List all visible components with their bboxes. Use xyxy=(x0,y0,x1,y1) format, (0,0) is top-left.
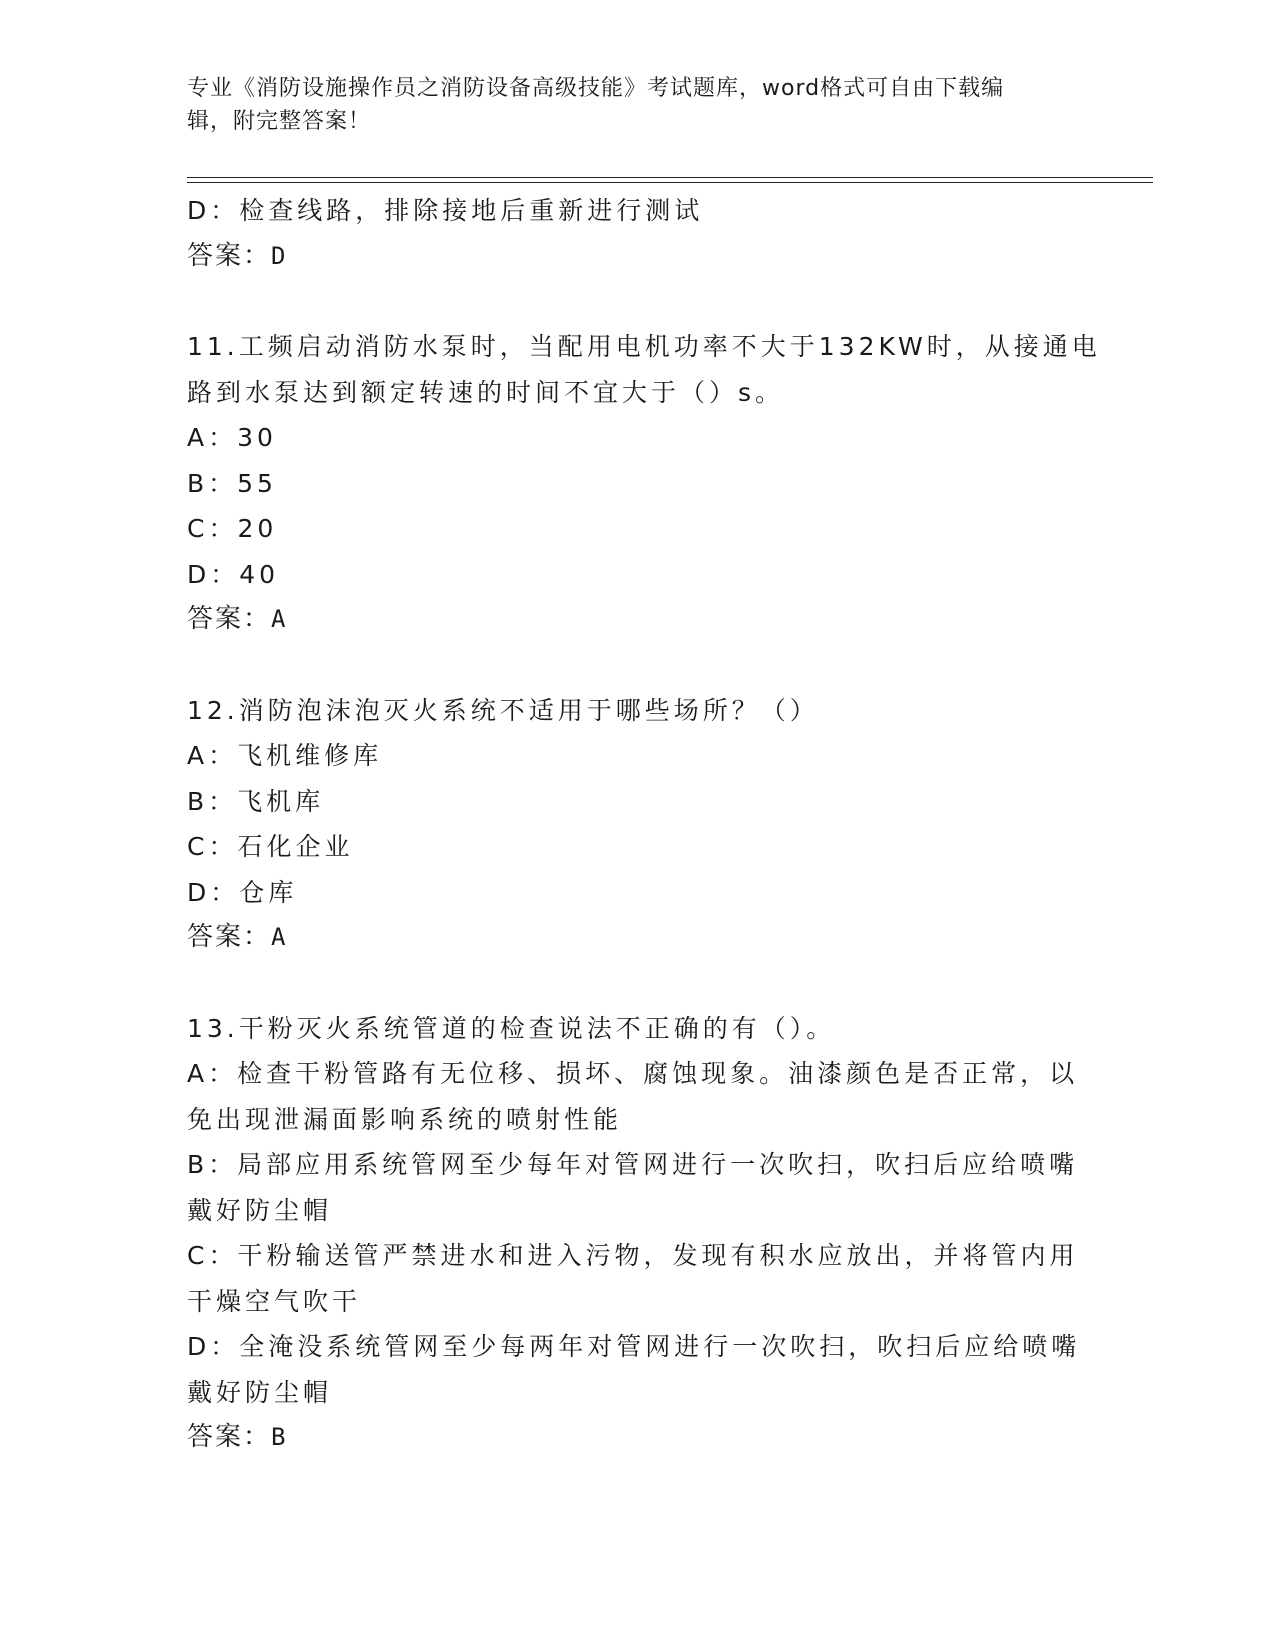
answer-line xyxy=(187,234,1087,280)
option-d-cont: 戴好防尘帽 xyxy=(187,1377,333,1407)
question-block-prev xyxy=(187,188,1087,279)
header-divider-bottom xyxy=(187,182,1153,183)
option-c-cont: 干燥空气吹干 xyxy=(187,1286,362,1316)
option-d: D：全淹没系统管网至少每两年对管网进行一次吹扫，吹扫后应给喷嘴 xyxy=(187,1332,1081,1361)
option-c: C：干粉输送管严禁进水和进入污物，发现有积水应放出，并将管内用 xyxy=(187,1241,1079,1270)
option-d: D：检查线路，排除接地后重新进行测试 xyxy=(187,196,704,225)
answer-label: 答案： xyxy=(187,604,272,634)
answer-label: 答案： xyxy=(187,240,272,271)
option-b: B：55 xyxy=(187,468,277,498)
option-d: D：仓库 xyxy=(187,877,298,907)
option-b: B：飞机库 xyxy=(187,786,325,816)
header-line-2: 辑，附完整答案！ xyxy=(187,109,372,134)
answer-value: D xyxy=(271,241,288,270)
option-a-cont: 免出现泄漏面影响系统的喷射性能 xyxy=(187,1104,623,1134)
question-block-11 xyxy=(187,324,1101,643)
option-b: B：局部应用系统管网至少每年对管网进行一次吹扫，吹扫后应给喷嘴 xyxy=(187,1150,1079,1179)
document-header xyxy=(187,72,1067,138)
option-b-cont: 戴好防尘帽 xyxy=(187,1195,333,1225)
question-block-13 xyxy=(187,1006,1087,1461)
question-stem: 13.干粉灭火系统管道的检查说法不正确的有（）。 xyxy=(187,1013,836,1043)
answer-line xyxy=(187,597,1087,643)
question-list xyxy=(187,188,1101,1461)
answer-label: 答案： xyxy=(187,922,272,952)
answer-label: 答案： xyxy=(187,1422,272,1452)
answer-value: A xyxy=(271,923,288,951)
answer-value: B xyxy=(271,1423,288,1451)
answer-value: A xyxy=(271,605,288,633)
question-block-12 xyxy=(187,688,1087,961)
option-a: A：检查干粉管路有无位移、损坏、腐蚀现象。油漆颜色是否正常，以 xyxy=(187,1059,1079,1088)
option-a: A：30 xyxy=(187,423,277,452)
header-line-1: 专业《消防设施操作员之消防设备高级技能》考试题库，word格式可自由下载编 xyxy=(187,76,1005,101)
option-a: A：飞机维修库 xyxy=(187,741,383,770)
question-stem: 12.消防泡沫泡灭火系统不适用于哪些场所？（） xyxy=(187,695,819,725)
option-d: D：40 xyxy=(187,559,280,589)
question-stem: 11.工频启动消防水泵时，当配用电机功率不大于132KW时，从接通电 xyxy=(187,332,1101,361)
question-stem-cont: 路到水泵达到额定转速的时间不宜大于（）s。 xyxy=(187,377,785,407)
header-divider-top xyxy=(187,177,1153,178)
answer-line xyxy=(187,1415,1087,1461)
option-c: C：20 xyxy=(187,514,278,543)
option-c: C：石化企业 xyxy=(187,832,354,861)
answer-line xyxy=(187,915,1087,961)
